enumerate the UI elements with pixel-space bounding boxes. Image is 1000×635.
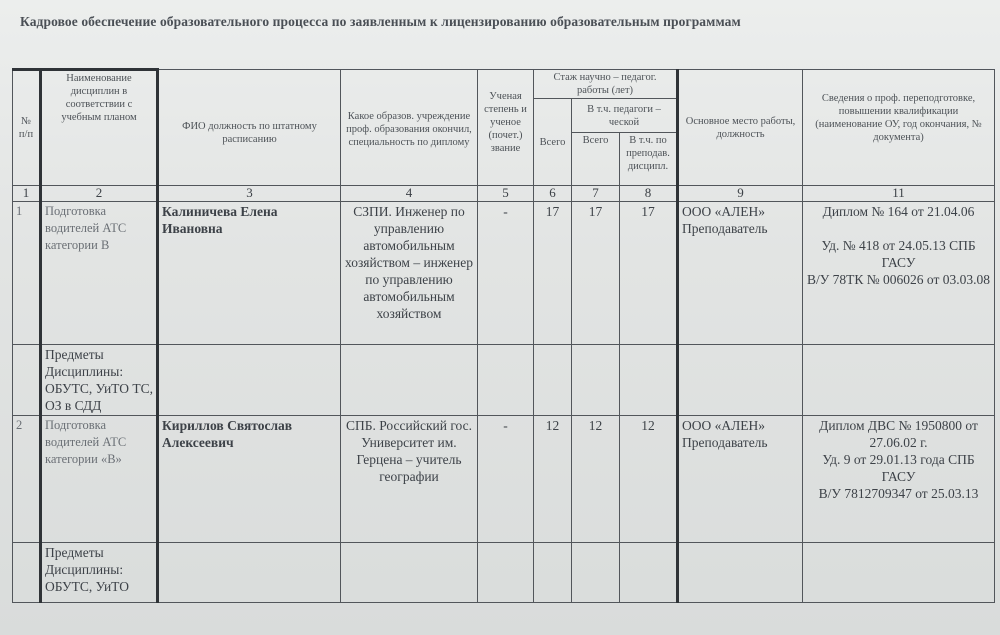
table-row — [13, 202, 995, 345]
row-discipline: Подготовка водителей АТС категории В — [41, 202, 158, 345]
header-experience: Стаж научно – педагог. работы (лет) — [534, 70, 678, 99]
row-qual-line1: Диплом ДВС № 1950800 от 27.06.02 г. — [819, 418, 978, 450]
colnum-3: 3 — [158, 186, 341, 202]
colnum-2: 2 — [41, 186, 158, 202]
row-exp-ped-total: 12 — [572, 416, 620, 543]
row-qual-line1: Диплом № 164 от 21.04.06 — [822, 204, 975, 219]
colnum-7: 7 — [572, 186, 620, 202]
row-num: 1 — [13, 202, 41, 345]
document-title: Кадровое обеспечение образовательного процесса по заявленным к лицензированию образовательным программам — [20, 14, 741, 29]
row-exp-total: 17 — [534, 202, 572, 345]
colnum-9: 9 — [678, 186, 803, 202]
colnum-5: 5 — [478, 186, 534, 202]
row-qual-line2: Уд. 9 от 29.01.13 года СПБ ГАСУ — [822, 452, 975, 484]
table-row-subjects — [13, 543, 995, 603]
row-fio: Калиничева Елена Ивановна — [158, 202, 341, 345]
header-education: Какое образов. учреждение проф. образования окончил, специальность по диплому — [341, 70, 478, 186]
row-subjects: Предметы Дисциплины: ОБУТС, УиТО ТС, ОЗ в СДД — [41, 345, 158, 416]
header-degree: Ученая степень и ученое (почет.) звание — [478, 70, 534, 186]
colnum-11: 11 — [803, 186, 995, 202]
header-num: № п/п — [13, 70, 41, 186]
header-fio: ФИО должность по штатному расписанию — [158, 70, 341, 186]
column-numbers-row — [13, 186, 995, 202]
row-exp-ped-disc: 17 — [620, 202, 678, 345]
row-exp-total: 12 — [534, 416, 572, 543]
row-exp-ped-total: 17 — [572, 202, 620, 345]
row-workplace-org: ООО «АЛЕН» — [682, 204, 766, 219]
header-workplace: Основное место работы, должность — [678, 70, 803, 186]
header-exp-ped-disc: В т.ч. по преподав. дисципл. — [620, 133, 678, 186]
row-qual-line2: Уд. № 418 от 24.05.13 СПБ ГАСУ — [821, 238, 976, 270]
row-num: 2 — [13, 416, 41, 543]
row-exp-ped-disc: 12 — [620, 416, 678, 543]
row-discipline: Подготовка водителей АТС категории «В» — [41, 416, 158, 543]
header-exp-ped: В т.ч. педагоги – ческой — [572, 99, 678, 133]
row-degree: - — [478, 416, 534, 543]
row-qualification — [803, 416, 995, 543]
colnum-1: 1 — [13, 186, 41, 202]
row-workplace-pos: Преподаватель — [682, 435, 768, 450]
row-workplace — [678, 202, 803, 345]
row-qual-line3: В/У 78ТК № 006026 от 03.03.08 — [806, 272, 991, 287]
header-discipline: Наименование дисциплин в соответствии с учебным планом — [41, 70, 158, 186]
row-education: СПБ. Российский гос. Университет им. Герцена – учитель географии — [341, 416, 478, 543]
staffing-table — [12, 68, 995, 603]
header-exp-total: Всего — [534, 99, 572, 186]
row-qualification — [803, 202, 995, 345]
table-row-subjects — [13, 345, 995, 416]
row-fio: Кириллов Святослав Алексеевич — [158, 416, 341, 543]
row-workplace — [678, 416, 803, 543]
row-workplace-pos: Преподаватель — [682, 221, 768, 236]
row-degree: - — [478, 202, 534, 345]
header-exp-ped-total: Всего — [572, 133, 620, 186]
row-qual-line3: В/У 7812709347 от 25.03.13 — [818, 486, 979, 501]
colnum-4: 4 — [341, 186, 478, 202]
row-subjects: Предметы Дисциплины: ОБУТС, УиТО — [41, 543, 158, 603]
colnum-6: 6 — [534, 186, 572, 202]
colnum-8: 8 — [620, 186, 678, 202]
header-qualification: Сведения о проф. переподготовке, повышении квалификации (наименование ОУ, год окончания, № документа) — [803, 70, 995, 186]
table-row — [13, 416, 995, 543]
row-workplace-org: ООО «АЛЕН» — [682, 418, 766, 433]
row-education: СЗПИ. Инженер по управлению автомобильным хозяйством – инженер по управлению автомобильным хозяйством — [341, 202, 478, 345]
